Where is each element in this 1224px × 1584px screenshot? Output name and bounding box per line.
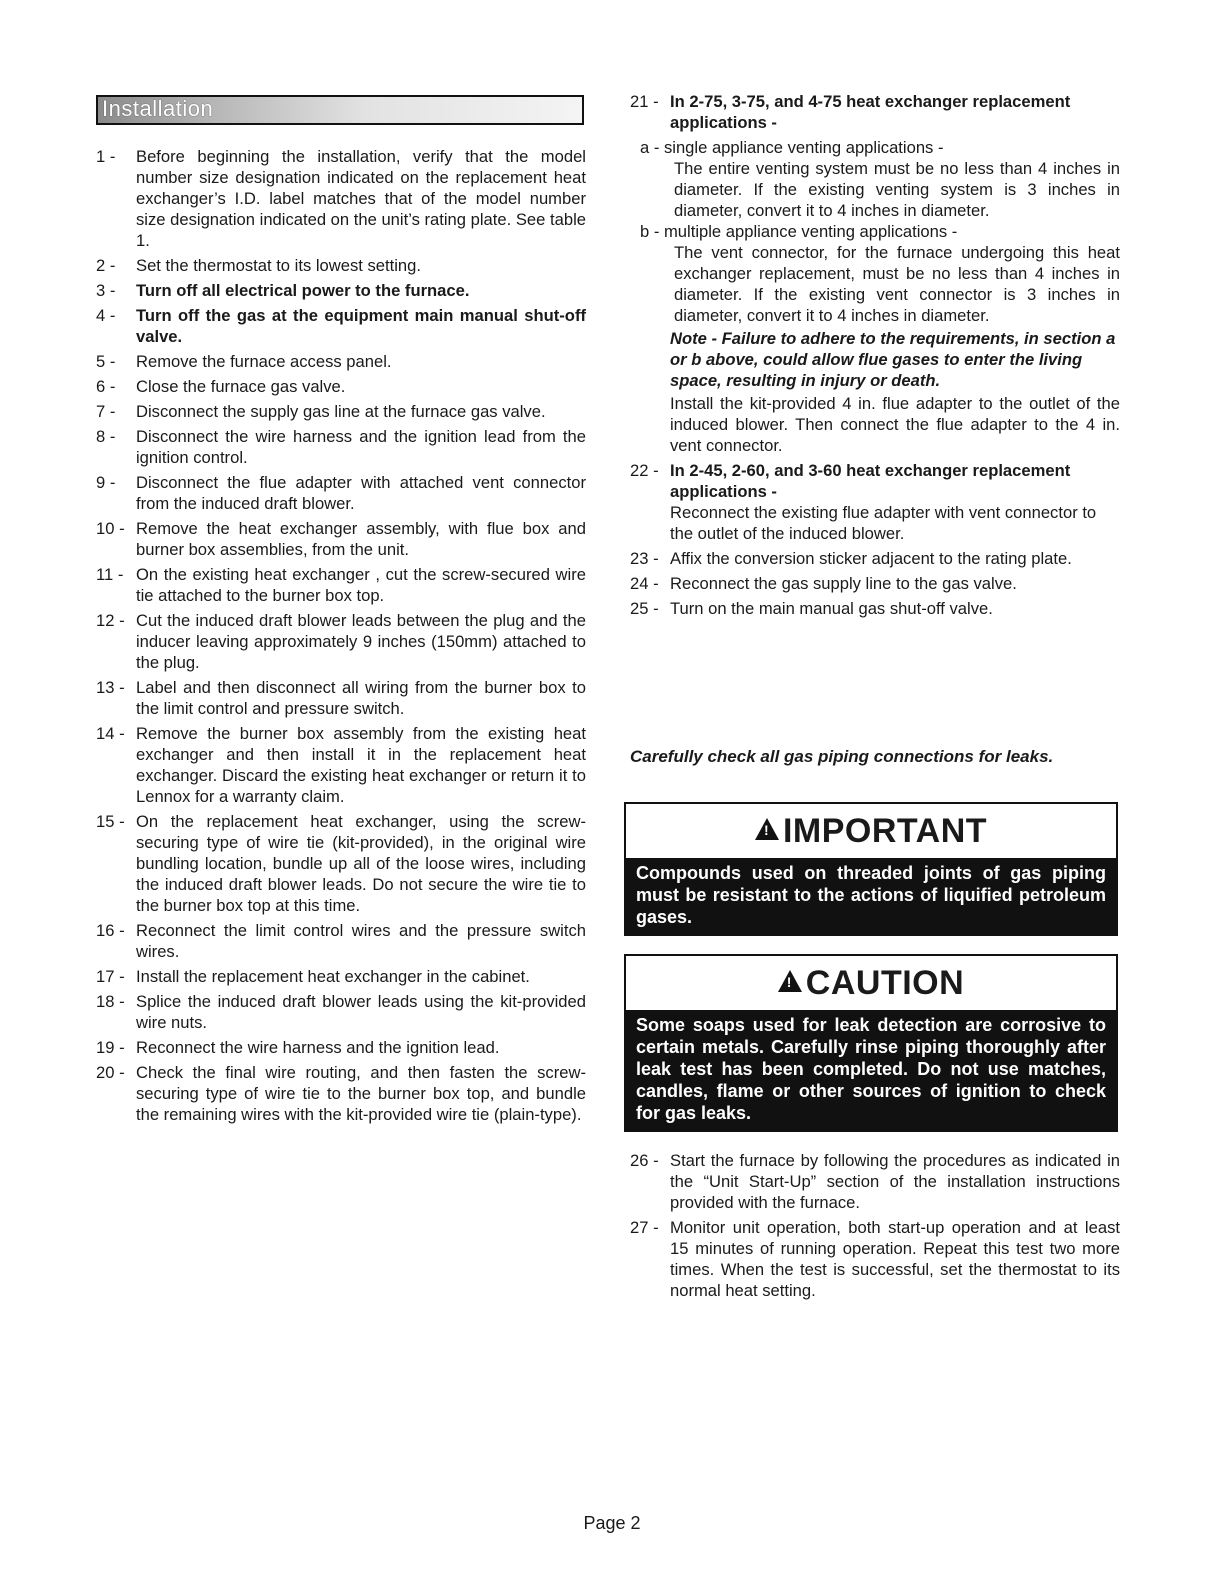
step-number: 2 - — [96, 256, 116, 275]
caution-box — [624, 954, 1118, 1132]
list-item — [96, 610, 586, 673]
step-number: 7 - — [96, 402, 116, 421]
step-number: 5 - — [96, 352, 116, 371]
step-number: 12 - — [96, 611, 125, 630]
step-number: 9 - — [96, 473, 116, 492]
step-number: 11 - — [96, 565, 124, 584]
warning-note: Note - Failure to adhere to the requirements, in section a or b above, could allow flue gases to enter the living space, resulting in injury or death. — [670, 329, 1116, 390]
list-item — [96, 426, 586, 468]
list-item — [630, 1150, 1120, 1213]
step-number: 21 - — [630, 92, 659, 111]
install-instruction: Install the kit-provided 4 in. flue adapter to the outlet of the induced blower. Then connect the flue adapter to the 4 in. vent connector. — [670, 394, 1120, 455]
step-number: 13 - — [96, 678, 125, 697]
step-text: Turn off the gas at the equipment main manual shut-off valve. — [136, 306, 586, 346]
step-text: Disconnect the flue adapter with attached vent connector from the induced draft blower. — [136, 473, 586, 513]
list-item — [96, 1037, 586, 1058]
step-text: Turn on the main manual gas shut-off valve. — [670, 599, 993, 618]
list-item — [96, 401, 586, 422]
step-number: 4 - — [96, 306, 116, 325]
step-text: Affix the conversion sticker adjacent to the rating plate. — [670, 549, 1072, 568]
list-item — [630, 137, 1120, 221]
step-text: Close the furnace gas valve. — [136, 377, 346, 396]
warning-triangle-icon — [778, 970, 802, 992]
section-title: Installation — [102, 96, 214, 121]
step-21-heading: In 2-75, 3-75, and 4-75 heat exchanger replacement applications - — [670, 92, 1071, 132]
step-number: 10 - — [96, 519, 125, 538]
list-item — [96, 1062, 586, 1125]
installation-steps-list — [96, 146, 586, 1129]
step-number: 1 - — [96, 147, 116, 166]
section-header — [96, 95, 584, 125]
step-22-heading: In 2-45, 2-60, and 3-60 heat exchanger replacement applications - — [670, 461, 1071, 501]
list-item — [96, 991, 586, 1033]
step-text: Reconnect the wire harness and the ignition lead. — [136, 1038, 500, 1057]
list-item — [96, 677, 586, 719]
step-text: Remove the heat exchanger assembly, with flue box and burner box assemblies, from the unit. — [136, 519, 586, 559]
sub-item-b-body: The vent connector, for the furnace undergoing this heat exchanger replacement, must be no less than 4 inches in diameter. If the existing vent connector is 3 inches in diameter, convert it to 4 inches in diameter. — [674, 243, 1120, 325]
list-item — [96, 966, 586, 987]
final-steps-list — [630, 1150, 1120, 1305]
caution-body: Some soaps used for leak detection are corrosive to certain metals. Carefully rinse piping thoroughly after leak test has been completed. Do not use matches, candles, flame or other sources of ignition to check for gas leaks. — [626, 1010, 1116, 1130]
caution-header — [626, 956, 1116, 1010]
list-item — [96, 280, 586, 301]
list-item — [96, 255, 586, 276]
important-body: Compounds used on threaded joints of gas piping must be resistant to the actions of liquified petroleum gases. — [626, 858, 1116, 934]
important-header — [626, 804, 1116, 858]
leak-check-note: Carefully check all gas piping connections for leaks. — [630, 747, 1054, 766]
step-text: Remove the furnace access panel. — [136, 352, 392, 371]
step-number: 27 - — [630, 1218, 659, 1237]
step-text: Remove the burner box assembly from the existing heat exchanger and then install it in the replacement heat exchanger. Discard the existing heat exchanger or return it to Lennox for a warranty claim. — [136, 724, 586, 806]
sub-item-a-label: a - single appliance venting applications - — [640, 138, 944, 157]
step-number: 23 - — [630, 549, 659, 568]
list-item — [96, 472, 586, 514]
step-text: Reconnect the gas supply line to the gas valve. — [670, 574, 1017, 593]
step-number: 8 - — [96, 427, 116, 446]
list-item — [96, 146, 586, 251]
warning-triangle-icon — [755, 818, 779, 840]
step-number: 24 - — [630, 574, 659, 593]
sub-item-b-label: b - multiple appliance venting applications - — [640, 222, 958, 241]
step-number: 15 - — [96, 812, 125, 831]
list-item — [96, 920, 586, 962]
list-item — [96, 564, 586, 606]
step-number: 18 - — [96, 992, 125, 1011]
step-text: Install the replacement heat exchanger in the cabinet. — [136, 967, 530, 986]
step-text: Start the furnace by following the procedures as indicated in the “Unit Start-Up” section of the installation instructions provided with the furnace. — [670, 1151, 1120, 1212]
step-number: 25 - — [630, 599, 659, 618]
step-number: 20 - — [96, 1063, 125, 1082]
sub-item-a-body: The entire venting system must be no less than 4 inches in diameter. If the existing venting system is 3 inches in diameter, convert it to 4 inches in diameter. — [674, 159, 1120, 220]
step-number: 3 - — [96, 281, 116, 300]
step-text: Splice the induced draft blower leads using the kit-provided wire nuts. — [136, 992, 586, 1032]
list-item — [96, 351, 586, 372]
step-text: Cut the induced draft blower leads between the plug and the inducer leaving approximately 9 inches (150mm) attached to the plug. — [136, 611, 586, 672]
list-item — [96, 305, 586, 347]
step-number: 17 - — [96, 967, 125, 986]
list-item — [630, 91, 1120, 133]
step-text: Before beginning the installation, verify that the model number size designation indicated on the replacement heat exchanger’s I.D. label matches that of the model number size designation indicated on the unit’s rating plate. See table 1. — [136, 147, 586, 250]
step-number: 14 - — [96, 724, 125, 743]
step-text: Label and then disconnect all wiring from the burner box to the limit control and pressure switch. — [136, 678, 586, 718]
important-box — [624, 802, 1118, 936]
important-title: IMPORTANT — [782, 811, 988, 850]
step-22-body: Reconnect the existing flue adapter with vent connector to the outlet of the induced blower. — [670, 503, 1097, 543]
step-text: Disconnect the supply gas line at the furnace gas valve. — [136, 402, 546, 421]
step-text: Check the final wire routing, and then fasten the screw-securing type of wire tie to the burner box top, and bundle the remaining wires with the kit-provided wire tie (plain-type). — [136, 1063, 586, 1124]
list-item — [630, 598, 1120, 619]
step-text: Disconnect the wire harness and the ignition lead from the ignition control. — [136, 427, 586, 467]
step-number: 22 - — [630, 461, 659, 480]
step-text: Turn off all electrical power to the furnace. — [136, 281, 470, 300]
step-number: 19 - — [96, 1038, 125, 1057]
step-text: Reconnect the limit control wires and the pressure switch wires. — [136, 921, 586, 961]
step-number: 6 - — [96, 377, 116, 396]
list-item — [96, 723, 586, 807]
step-text: On the existing heat exchanger , cut the screw-secured wire tie attached to the burner box top. — [136, 565, 586, 605]
list-item — [96, 376, 586, 397]
caution-title: CAUTION — [805, 963, 965, 1002]
step-number: 26 - — [630, 1151, 659, 1170]
list-item — [630, 460, 1120, 544]
list-item — [96, 518, 586, 560]
installation-steps-list-continued — [630, 91, 1120, 623]
list-item — [630, 548, 1120, 569]
step-text: Monitor unit operation, both start-up operation and at least 15 minutes of running operation. Repeat this test two more times. When the test is successful, set the thermostat to its normal heat setting. — [670, 1218, 1120, 1300]
list-item — [630, 221, 1120, 326]
page-number: Page 2 — [583, 1513, 641, 1533]
list-item — [96, 811, 586, 916]
step-text: Set the thermostat to its lowest setting. — [136, 256, 421, 275]
step-text: On the replacement heat exchanger, using the screw-securing type of wire tie (kit-provided), in the original wire bundling location, bundle up all of the loose wires, including the induced draft blower leads. Do not secure the wire tie to the burner box top at this time. — [136, 812, 586, 915]
list-item — [630, 573, 1120, 594]
list-item — [630, 1217, 1120, 1301]
step-number: 16 - — [96, 921, 125, 940]
